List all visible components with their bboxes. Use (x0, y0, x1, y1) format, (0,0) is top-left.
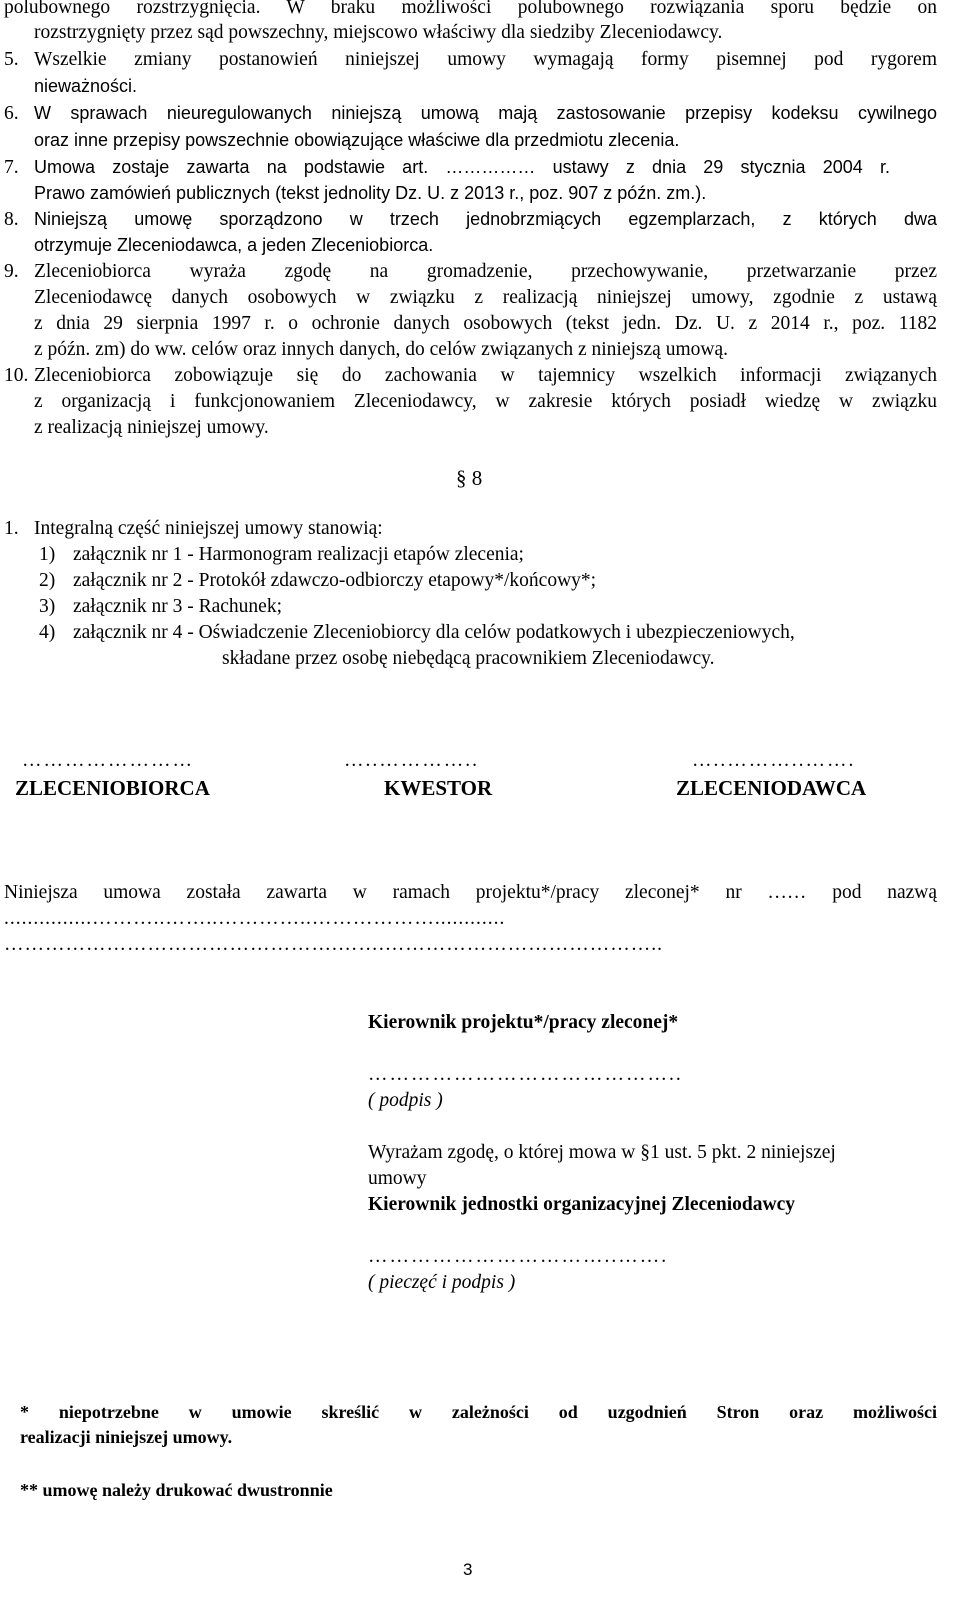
signature-label-principal: ZLECENIODAWCA (676, 776, 867, 800)
footnote-1: * niepotrzebne w umowie skreślić w zależności od uzgodnień Stron oraz możliwości (20, 1402, 937, 1422)
stamp-signature-caption: ( pieczęć i podpis ) (368, 1272, 516, 1293)
item-number: 10. (4, 365, 29, 386)
attachment-item: załącznik nr 2 - Protokół zdawczo-odbiorczy etapowy*/końcowy*; (73, 570, 597, 591)
project-name-line: ...............………..……..…………..………………............ (4, 908, 506, 929)
attachment-item: załącznik nr 1 - Harmonogram realizacji etapów zlecenia; (73, 544, 524, 565)
item-7-line: Umowa zostaje zawarta na podstawie art. …………… ustawy z dnia 29 stycznia 2004 r. (34, 157, 890, 177)
project-statement: Niniejsza umowa została zawarta w ramach projektu*/pracy zleconej* nr …… pod nazwą (4, 882, 937, 903)
item-10-line: z organizacją i funkcjonowaniem Zleceniodawcy, w zakresie których posiadł wiedzę w związku (34, 391, 937, 412)
footnote-1-cont: realizacji niniejszej umowy. (20, 1427, 233, 1447)
section-heading: § 8 (456, 466, 483, 490)
project-manager-signature-line: …………………………………….. (368, 1064, 683, 1085)
item-9-line: z dnia 29 sierpnia 1997 r. o ochronie danych osobowych (tekst jedn. Dz. U. z 2014 r., poz. 1182 (34, 313, 937, 334)
item-7-line: Prawo zamówień publicznych (tekst jednolity Dz. U. z 2013 r., poz. 907 z późn. zm.). (34, 183, 707, 203)
signature-caption: ( podpis ) (368, 1090, 443, 1111)
page-number: 3 (463, 1560, 473, 1579)
item-9-line: Zleceniobiorca wyraża zgodę na gromadzenie, przechowywanie, przetwarzanie przez (34, 261, 937, 282)
consent-text: umowy (368, 1168, 427, 1189)
item-9-line: Zleceniodawcę danych osobowych w związku z realizacją niniejszej umowy, zgodnie z ustawą (34, 287, 937, 308)
item-5-line: Wszelkie zmiany postanowień niniejszej umowy wymagają formy pisemnej pod rygorem (34, 49, 937, 70)
paragraph-line: rozstrzygnięty przez sąd powszechny, miejscowo właściwy dla siedziby Zleceniodawcy. (34, 22, 723, 43)
paragraph-line: polubownego rozstrzygnięcia. W braku możliwości polubownego rozwiązania sporu będzie on (4, 0, 937, 18)
signature-label-contractor: ZLECENIOBIORCA (15, 776, 210, 800)
signature-line-principal: …..………..……. (692, 750, 856, 771)
item-number: 6. (4, 103, 19, 124)
footnote-2: ** umowę należy drukować dwustronnie (20, 1480, 333, 1500)
item-10-line: z realizacją niniejszej umowy. (34, 417, 269, 438)
item-9-line: z późn. zm) do ww. celów oraz innych danych, do celów związanych z niniejszą umową. (34, 339, 728, 360)
integral-intro: Integralną część niniejszej umowy stanowią: (34, 518, 383, 539)
unit-head-title: Kierownik jednostki organizacyjnej Zleceniodawcy (368, 1194, 795, 1215)
item-8-line: Niniejszą umowę sporządzono w trzech jednobrzmiących egzemplarzach, z których dwa (34, 209, 937, 229)
item-number: 1. (4, 518, 19, 539)
unit-head-signature-line: ……………………………..……. (368, 1246, 669, 1267)
project-manager-title: Kierownik projektu*/pracy zleconej* (368, 1012, 679, 1033)
item-5-line: nieważności. (34, 76, 138, 96)
item-number: 5. (4, 49, 19, 70)
item-6-line: W sprawach nieuregulowanych niniejszą umową mają zastosowanie przepisy kodeksu cywilnego (34, 103, 937, 123)
attachment-number: 1) (39, 544, 56, 565)
item-number: 8. (4, 209, 19, 230)
item-number: 7. (4, 157, 19, 178)
attachment-number: 3) (39, 596, 56, 617)
consent-text: Wyrażam zgodę, o której mowa w §1 ust. 5 pkt. 2 niniejszej (368, 1142, 836, 1163)
item-10-line: Zleceniobiorca zobowiązuje się do zachowania w tajemnicy wszelkich informacji związanych (34, 365, 937, 386)
attachment-item: załącznik nr 4 - Oświadczenie Zleceniobiorcy dla celów podatkowych i ubezpieczeniowych, (73, 622, 795, 643)
signature-line-bursar: …..………….. (344, 750, 479, 771)
item-number: 9. (4, 261, 19, 282)
attachment-number: 2) (39, 570, 56, 591)
project-name-line: ………………………………………….…….………………………………….. (4, 934, 663, 955)
attachment-item: załącznik nr 3 - Rachunek; (73, 596, 282, 617)
signature-label-bursar: KWESTOR (384, 776, 493, 800)
item-6-line: oraz inne przepisy powszechnie obowiązujące właściwe dla przedmiotu zlecenia. (34, 130, 680, 150)
signature-line-contractor: …………………… (22, 750, 194, 771)
attachment-item-continuation: składane przez osobę niebędącą pracownikiem Zleceniodawcy. (222, 648, 715, 669)
item-8-line: otrzymuje Zleceniodawca, a jeden Zleceniobiorca. (34, 235, 434, 255)
attachment-number: 4) (39, 622, 56, 643)
